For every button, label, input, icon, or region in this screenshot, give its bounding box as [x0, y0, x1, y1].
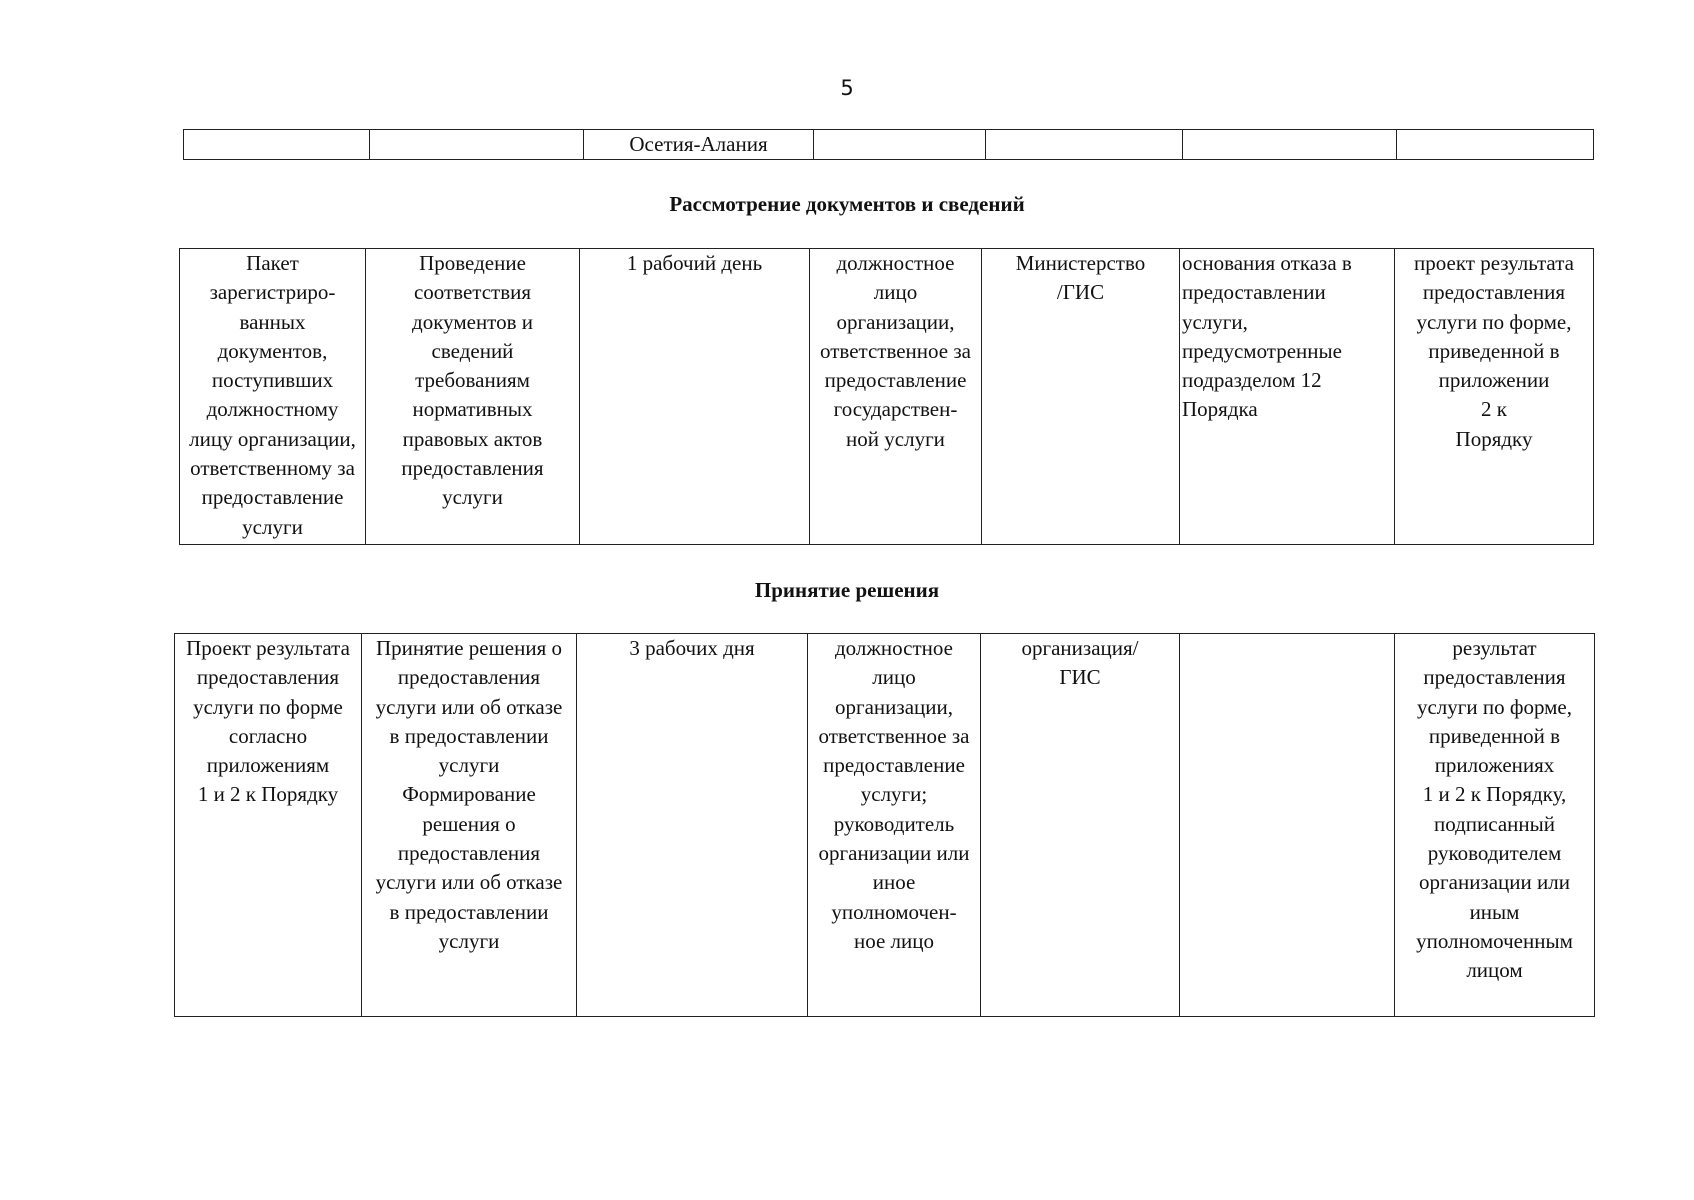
cell-line: ной услуги — [846, 426, 945, 451]
cell-line: поступивших — [211, 368, 334, 393]
cell-line: 2 к — [1481, 397, 1507, 422]
cell-line: Порядка — [1182, 397, 1258, 422]
cell-line: ГИС — [1059, 665, 1101, 690]
cell-line: в предоставлении — [389, 723, 549, 748]
cell-line: предоставления — [1423, 665, 1566, 690]
cell-line: лицо — [872, 665, 916, 690]
top-cell-3: Осетия-Алания — [584, 130, 814, 160]
decision-cell — [577, 634, 808, 1017]
top-cell-5 — [986, 130, 1183, 160]
cell-line: приложении — [1438, 368, 1550, 393]
cell-line: организации, — [835, 694, 953, 719]
top-cell-4 — [814, 130, 986, 160]
cell-line: лицом — [1466, 958, 1523, 983]
cell-line: документов и — [412, 309, 533, 334]
cell-line: ное лицо — [853, 928, 935, 953]
cell-line: должностному — [206, 397, 339, 422]
cell-line: услуги, — [1182, 309, 1248, 334]
cell-line: организации, — [836, 309, 955, 334]
cell-line: зарегистриро- — [209, 280, 336, 305]
cell-line: ответственное за — [818, 723, 970, 748]
cell-line: в предоставлении — [389, 899, 549, 924]
cell-line: ответственному за — [190, 456, 355, 481]
cell-line: основания отказа в — [1182, 251, 1352, 275]
cell-line: результат — [1452, 636, 1537, 660]
cell-line: Проект результата — [186, 636, 350, 660]
review-cell — [1180, 249, 1395, 545]
cell-line: организации или — [1419, 870, 1570, 895]
decision-cell — [175, 634, 362, 1017]
cell-line: организация/ — [1021, 636, 1139, 660]
cell-line: предоставление — [201, 485, 344, 510]
cell-line: нормативных — [412, 397, 533, 422]
cell-line: услуги — [438, 928, 500, 953]
cell-line: услуги по форме — [193, 694, 343, 719]
cell-line: предоставления — [196, 665, 340, 690]
cell-line: /ГИС — [1056, 280, 1105, 305]
cell-line: подразделом 12 — [1182, 368, 1322, 393]
cell-line: Принятие решения о — [376, 636, 562, 660]
cell-line: предоставление — [824, 368, 967, 393]
review-cell — [1395, 249, 1594, 545]
cell-line: иным — [1469, 899, 1520, 924]
cell-line: должностное — [835, 636, 953, 660]
cell-line: приложениям — [206, 753, 330, 778]
cell-line: услуги; — [860, 782, 928, 807]
section-title-review: Рассмотрение документов и сведений — [669, 192, 1025, 216]
cell-line: организации или — [818, 841, 970, 866]
cell-line: услуги по форме, — [1416, 309, 1572, 334]
cell-line: 1 и 2 к Порядку — [197, 782, 339, 807]
top-cell-1 — [184, 130, 370, 160]
cell-line: услуги или об отказе — [375, 870, 563, 895]
cell-line: предусмотренные — [1182, 338, 1342, 363]
cell-line: подписанный — [1433, 811, 1556, 836]
cell-line: услуги — [242, 514, 303, 539]
cell-line: предоставления — [1422, 280, 1566, 305]
decision-table — [174, 633, 1595, 1017]
top-cell-7 — [1397, 130, 1594, 160]
cell-line: согласно — [228, 723, 308, 748]
cell-line: Проведение — [419, 251, 526, 275]
cell-line: услуги — [438, 753, 500, 778]
cell-line: должностное — [836, 251, 955, 275]
cell-line: услуги или об отказе — [375, 694, 563, 719]
cell-line: сведений — [431, 338, 514, 363]
cell-line: приложениях — [1434, 753, 1555, 778]
cell-line: Порядку — [1455, 426, 1533, 451]
cell-line: 3 рабочих дня — [629, 636, 755, 660]
cell-line: руководитель — [833, 811, 955, 836]
cell-line: требованиям — [415, 368, 530, 393]
cell-line: лицу организации, — [189, 426, 356, 451]
cell-line: Формирование — [402, 782, 536, 807]
review-table — [179, 248, 1594, 545]
cell-line: лицо — [873, 280, 918, 305]
cell-line: предоставления — [397, 841, 541, 866]
cell-line: Министерство — [1015, 251, 1146, 275]
cell-line: приведенной в — [1428, 723, 1561, 748]
cell-line: уполномоченным — [1416, 928, 1573, 953]
cell-line: решения о — [422, 811, 516, 836]
section-title-decision: Принятие решения — [754, 578, 940, 602]
top-cell-6 — [1183, 130, 1397, 160]
cell-line: руководителем — [1427, 841, 1562, 866]
decision-cell — [1395, 634, 1595, 1017]
decision-cell — [362, 634, 577, 1017]
cell-line: ванных — [239, 309, 306, 334]
cell-line: государствен- — [833, 397, 958, 422]
page-number: 5 — [840, 76, 854, 100]
decision-cell — [981, 634, 1180, 1017]
cell-line: правовых актов — [402, 426, 543, 451]
review-cell — [580, 249, 810, 545]
cell-line: предоставлении — [1182, 280, 1326, 305]
cell-line: приведенной в — [1428, 338, 1560, 363]
cell-line: соответствия — [413, 280, 532, 305]
cell-line: предоставления — [401, 456, 544, 481]
cell-line: предоставление — [823, 753, 965, 778]
review-cell — [366, 249, 580, 545]
cell-line: ответственное за — [820, 338, 971, 363]
cell-line: уполномочен- — [831, 899, 957, 924]
review-cell — [810, 249, 982, 545]
cell-line: услуги по форме, — [1416, 694, 1573, 719]
review-cell — [982, 249, 1180, 545]
decision-cell — [808, 634, 981, 1017]
cell-line: услуги — [442, 485, 503, 510]
cell-line: документов, — [217, 338, 328, 363]
cell-line: 1 рабочий день — [626, 251, 763, 275]
cell-line: предоставления — [397, 665, 541, 690]
top-table — [183, 129, 1594, 160]
cell-line: Пакет — [246, 251, 299, 275]
cell-line: проект результата — [1414, 251, 1574, 275]
top-cell-2 — [370, 130, 584, 160]
cell-line: иное — [872, 870, 916, 895]
decision-cell — [1180, 634, 1395, 1017]
review-cell — [180, 249, 366, 545]
cell-line: 1 и 2 к Порядку, — [1422, 782, 1567, 807]
